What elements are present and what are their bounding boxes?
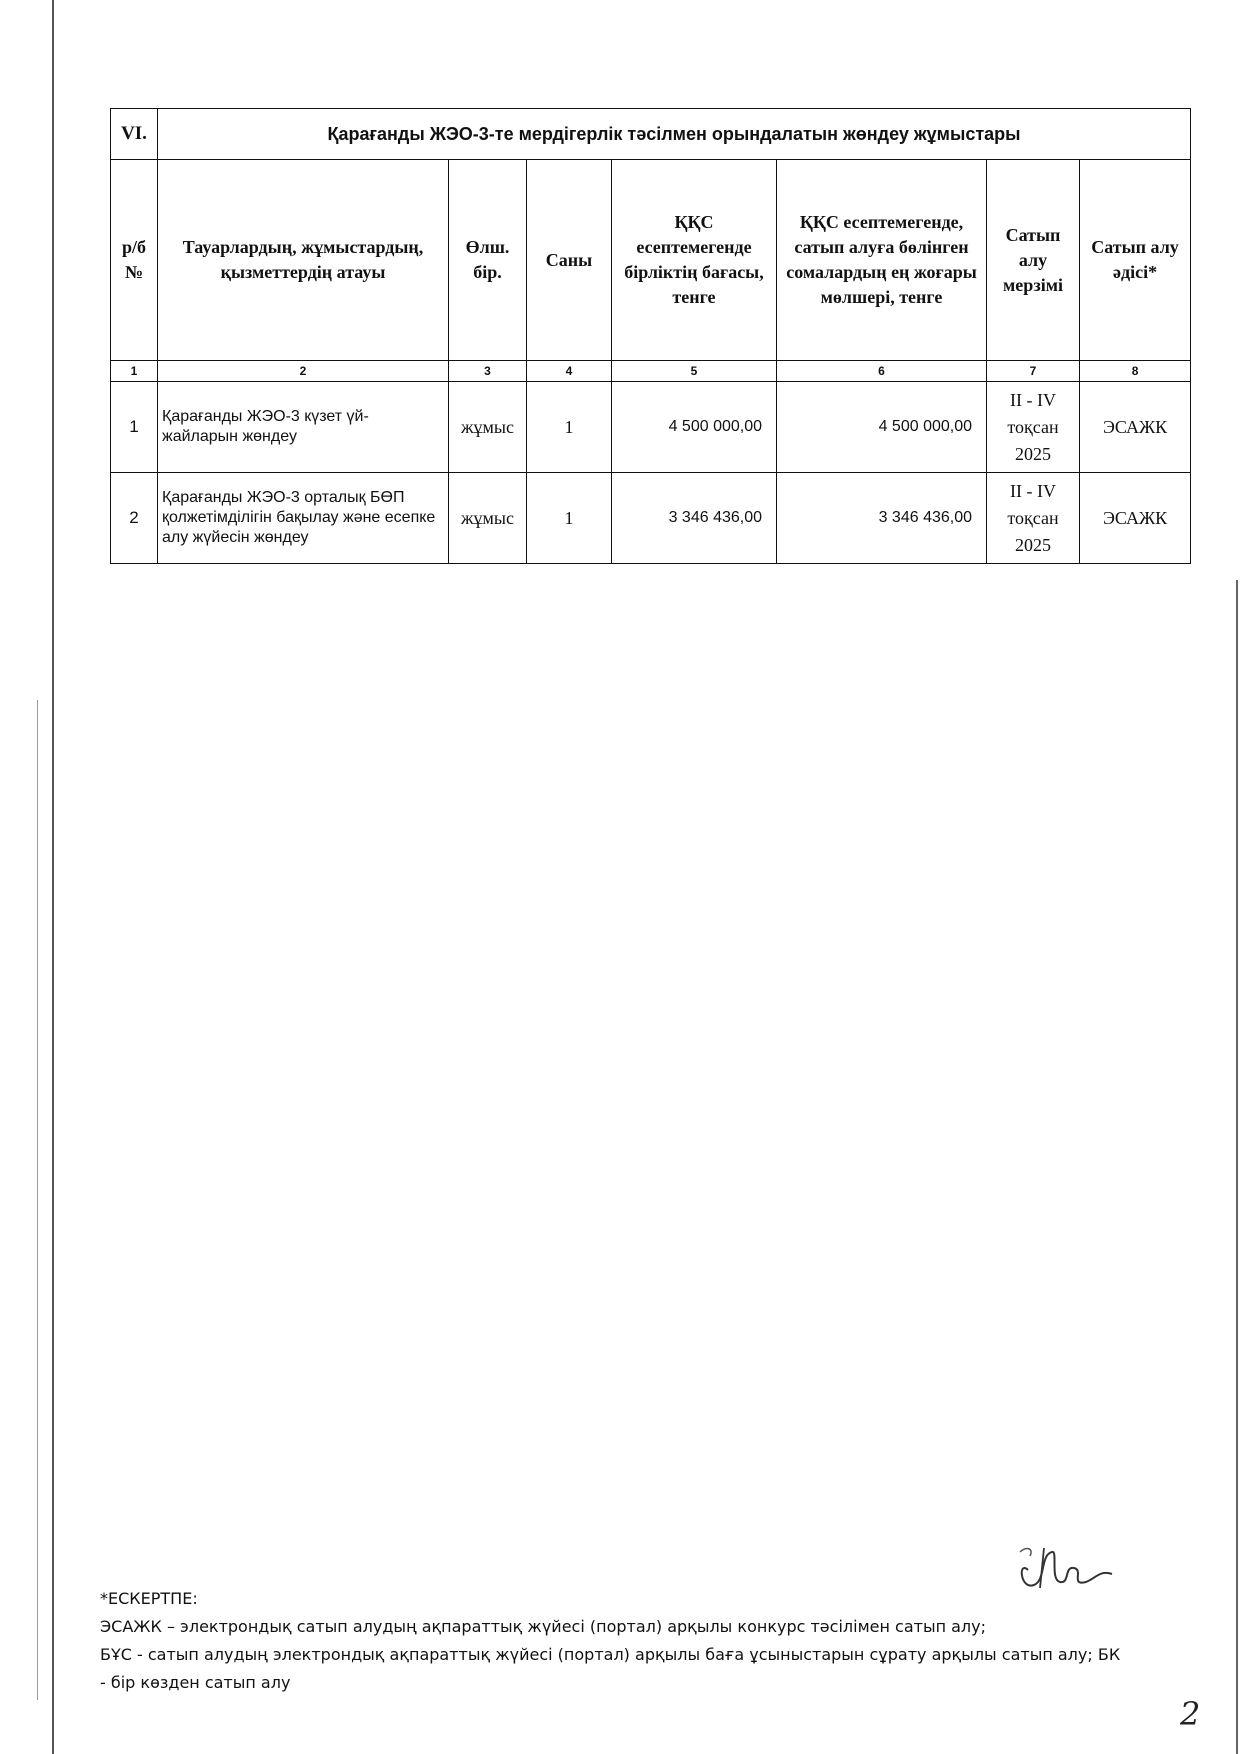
header-name: Тауарлардың, жұмыстардың, қызметтердің атауы [158, 160, 449, 361]
scan-edge-line [1236, 580, 1238, 1754]
header-total: ҚҚС есептемегенде, сатып алуға бөлінген сомалардың ең жоғары мөлшері, тенге [777, 160, 987, 361]
item-unit-price: 4 500 000,00 [612, 382, 777, 473]
header-row [111, 160, 1191, 361]
header-unit-price: ҚҚС есептемегенде бірліктің бағасы, тенге [612, 160, 777, 361]
scan-edge-line [52, 0, 54, 1754]
header-qty: Саны [527, 160, 612, 361]
header-method: Сатып алу әдісі* [1080, 160, 1191, 361]
item-qty: 1 [527, 382, 612, 473]
footnote-line: ЭСАЖК – электрондық сатып алудың ақпараттық жүйесі (портал) арқылы конкурс тәсілімен сатып алу; [100, 1617, 987, 1636]
item-unit: жұмыс [449, 382, 527, 473]
header-term: Сатып алу мерзімі [987, 160, 1080, 361]
item-qty: 1 [527, 473, 612, 564]
column-index: 2 [158, 361, 449, 382]
header-unit: Өлш. бір. [449, 160, 527, 361]
item-method: ЭСАЖК [1080, 473, 1191, 564]
table-row [111, 382, 1191, 473]
item-name: Қарағанды ЖЭО-3 күзет үй-жайларын жөндеу [158, 382, 449, 473]
column-index-row [111, 361, 1191, 382]
item-unit-price: 3 346 436,00 [612, 473, 777, 564]
item-total: 3 346 436,00 [777, 473, 987, 564]
column-index: 1 [111, 361, 158, 382]
footnote [100, 1585, 1130, 1697]
row-number: 2 [111, 473, 158, 564]
item-total: 4 500 000,00 [777, 382, 987, 473]
column-index: 5 [612, 361, 777, 382]
section-row [111, 109, 1191, 160]
table-row [111, 473, 1191, 564]
item-term: II - IV тоқсан 2025 [987, 473, 1080, 564]
header-num: р/б № [111, 160, 158, 361]
item-term: II - IV тоқсан 2025 [987, 382, 1080, 473]
column-index: 8 [1080, 361, 1191, 382]
footnote-heading: *ЕСКЕРТПЕ: [100, 1589, 198, 1608]
scan-edge-line [37, 700, 38, 1700]
column-index: 6 [777, 361, 987, 382]
column-index: 4 [527, 361, 612, 382]
row-number: 1 [111, 382, 158, 473]
section-title: Қарағанды ЖЭО-3-те мердігерлік тәсілмен орындалатын жөндеу жұмыстары [158, 109, 1191, 160]
item-name: Қарағанды ЖЭО-3 орталық БӨП қолжетімділігін бақылау және есепке алу жүйесін жөндеу [158, 473, 449, 564]
procurement-table [110, 108, 1191, 564]
section-number: VI. [111, 109, 158, 160]
footnote-line: БҰС - сатып алудың электрондық ақпараттық жүйесі (портал) арқылы баға ұсыныстарын сұрату арқылы сатып алу; БК - бір көзден сатып алу [100, 1645, 1121, 1692]
page-number: 2 [1180, 1695, 1201, 1733]
column-index: 3 [449, 361, 527, 382]
item-unit: жұмыс [449, 473, 527, 564]
column-index: 7 [987, 361, 1080, 382]
item-method: ЭСАЖК [1080, 382, 1191, 473]
